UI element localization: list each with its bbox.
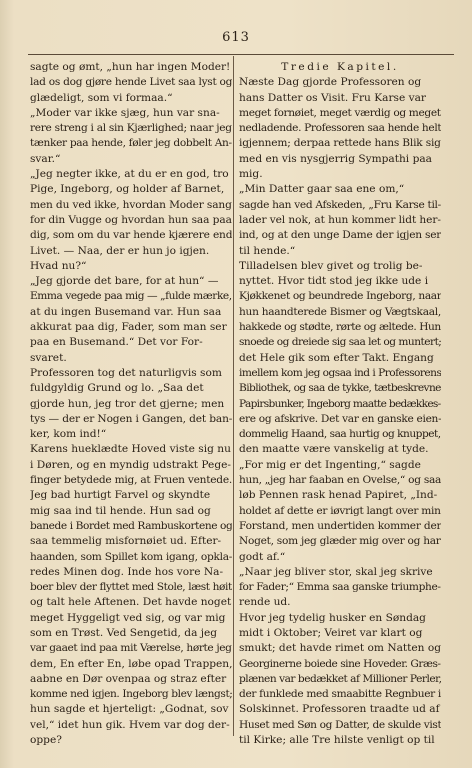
text-line: hun sagde et hjerteligt: „Godnat, sov bbox=[30, 703, 229, 716]
text-line: nedladende. Professoren saa hende helt bbox=[239, 122, 441, 135]
text-line: snoede og dreiede sig saa let og muntert; bbox=[239, 336, 441, 349]
text-line: og talt hele Aftenen. Det havde noget bbox=[30, 596, 232, 609]
text-line: rere streng i al sin Kjærlighed; naar jeg bbox=[30, 122, 232, 135]
text-line: ker, kom ind!“ bbox=[30, 428, 107, 441]
text-line: oppe? bbox=[30, 734, 62, 747]
text-line: komme ned igjen. Ingeborg blev længst; bbox=[30, 688, 232, 701]
text-line: der funklede med smaabitte Regnbuer i bbox=[239, 688, 441, 701]
text-line: Forstand, men undertiden kommer der bbox=[239, 519, 441, 532]
text-line: „Min Datter gaar saa ene om,“ bbox=[239, 183, 405, 196]
text-line: Hvor jeg tydelig husker en Søndag bbox=[239, 611, 426, 624]
text-line: var gaaet ind paa mit Værelse, hørte jeg bbox=[30, 642, 232, 655]
text-line: Solskinnet. Professoren traadte ud af bbox=[239, 703, 440, 716]
text-line: mig saa ind til hende. Hun sad og bbox=[30, 504, 211, 517]
text-line: „Moder var ikke sjæg, hun var sna- bbox=[30, 106, 220, 119]
text-line: sagte og ømt, „hun har ingen Moder! bbox=[30, 61, 231, 73]
text-line: at du ingen Busemand var. Hun saa bbox=[30, 305, 222, 318]
column-divider bbox=[233, 56, 234, 736]
text-line: smukt; det havde rimet om Natten og bbox=[239, 642, 441, 655]
text-line: Papirsbunker, Ingeborg maatte bedækkes- bbox=[239, 397, 441, 410]
text-line: midt i Oktober; Veiret var klart og bbox=[239, 626, 423, 639]
text-line: for Fader;“ Emma saa ganske triumphe- bbox=[239, 581, 441, 594]
text-line: til hende.“ bbox=[239, 244, 296, 257]
text-line: men du ved ikke, hvordan Moder sang bbox=[30, 198, 232, 211]
text-line: Jeg bad hurtigt Farvel og skyndte bbox=[30, 489, 211, 502]
text-line: boer blev der flyttet med Stole, læst høit bbox=[30, 581, 232, 594]
text-line: løb Pennen rask henad Papiret, „Ind- bbox=[239, 489, 438, 502]
text-line: aabne en Dør ovenpaa og straz efter bbox=[30, 672, 227, 685]
text-line: ere og afskrive. Det var en ganske eien- bbox=[239, 412, 441, 425]
text-line: til Kirke; alle Tre hilste venligt op til bbox=[239, 734, 435, 747]
text-line: imellem kom jeg ogsaa ind i Professorens bbox=[239, 366, 441, 379]
text-line: lader vel nok, at hun kommer lidt her- bbox=[239, 213, 441, 226]
text-line: med en vis nysgjerrig Sympathi paa bbox=[239, 152, 432, 165]
text-line: „Jeg gjorde det bare, for at hun“ — bbox=[30, 275, 219, 288]
text-line: mig. bbox=[239, 168, 263, 181]
text-line: igjennem; derpaa rettede hans Blik sig bbox=[239, 137, 441, 150]
text-line: haanden, som Spillet kom igang, opkla- bbox=[30, 550, 232, 563]
text-line: som en Trøst. Ved Sengetid, da jeg bbox=[30, 626, 218, 639]
text-line: saa temmelig misfornøiet ud. Efter- bbox=[30, 535, 222, 548]
text-line: meget fornøiet, meget værdig og meget bbox=[239, 106, 441, 119]
chapter-heading: Tredie Kapitel. bbox=[281, 61, 399, 73]
text-line: dommelig Haand, saa hurtig og knuppet, bbox=[239, 428, 441, 441]
text-line: svaret. bbox=[30, 351, 67, 364]
text-line: holdet af dette er iøvrigt langt over min bbox=[239, 504, 441, 517]
page-number: 613 bbox=[222, 30, 250, 45]
text-line: i Døren, og en myndig udstrakt Pege- bbox=[30, 458, 231, 471]
text-line: godt af.“ bbox=[239, 550, 286, 563]
text-line: Professoren tog det naturligvis som bbox=[30, 366, 222, 379]
text-line: hakkede og stødte, rørte og æltede. Hun bbox=[239, 321, 441, 334]
text-line: redes Minen dog. Inde hos vore Na- bbox=[30, 565, 224, 578]
text-line: meget Hyggeligt ved sig, og var mig bbox=[30, 611, 226, 624]
text-line: paa en Busemand.“ Det vor For- bbox=[30, 336, 203, 349]
text-line: akkurat paa dig, Fader, som man ser bbox=[30, 321, 227, 334]
text-line: svar.“ bbox=[30, 152, 61, 165]
text-line: Georginerne boiede sine Hoveder. Græs- bbox=[239, 657, 441, 670]
text-line: den maatte være vanskelig at tyde. bbox=[239, 443, 429, 456]
text-line: Kjøkkenet og beundrede Ingeborg, naar bbox=[239, 290, 441, 303]
right-column bbox=[239, 60, 441, 748]
text-line: „For mig er det Ingenting,“ sagde bbox=[239, 458, 421, 471]
text-line: lad os dog gjøre hende Livet saa lyst og bbox=[30, 76, 232, 89]
text-line: Pige, Ingeborg, og holder af Barnet, bbox=[30, 183, 225, 196]
text-line: Næste Dag gjorde Professoren og bbox=[239, 76, 422, 89]
text-line: ind, og at den unge Dame der igjen ser bbox=[239, 229, 441, 242]
right-column-lines bbox=[239, 75, 441, 748]
text-line: rende ud. bbox=[239, 596, 291, 609]
text-line: „Jeg negter ikke, at du er en god, tro bbox=[30, 168, 229, 181]
text-line: Huset med Søn og Datter, de skulde vist bbox=[239, 718, 441, 731]
text-line: Karens hueklædte Hoved viste sig nu bbox=[30, 443, 231, 456]
text-line: Hvad nu?“ bbox=[30, 259, 87, 272]
text-line: Livet. — Naa, der er hun jo igjen. bbox=[30, 244, 210, 257]
text-line: sagde han ved Afskeden, „Fru Karse til- bbox=[239, 198, 441, 211]
text-line: finger betydede mig, at Fruen ventede. bbox=[30, 474, 232, 487]
text-line: „Naar jeg bliver stor, skal jeg skrive bbox=[239, 565, 433, 578]
text-line: plænen var bedækket af Millioner Perler, bbox=[239, 672, 441, 685]
text-line: det Hele gik som efter Takt. Engang bbox=[239, 351, 434, 364]
text-line: tys — der er Nogen i Gangen, det ban- bbox=[30, 412, 232, 425]
text-line: hans Datter os Visit. Fru Karse var bbox=[239, 91, 426, 104]
text-line: dig, som om du var hende kjærere end bbox=[30, 229, 232, 242]
text-line: Bibliothek, og saa de tykke, tætbeskrevne bbox=[239, 382, 441, 395]
text-line: dem, En efter En, løbe opad Trappen, bbox=[30, 657, 232, 670]
text-line: Tilladelsen blev givet og trolig be- bbox=[239, 259, 423, 272]
text-line: gjorde hun, jeg tror det gjerne; men bbox=[30, 397, 225, 410]
left-column bbox=[30, 60, 232, 748]
text-line: vel,“ idet hun gik. Hvem var dog der- bbox=[30, 718, 230, 731]
text-line: banede i Bordet med Rambuskortene og bbox=[30, 519, 232, 532]
text-line: for din Vugge og hvordan hun saa paa bbox=[30, 213, 232, 226]
text-line: Noget, som jeg glæder mig over og har bbox=[239, 535, 441, 548]
text-line: fuldgyldig Grund og lo. „Saa det bbox=[30, 382, 204, 395]
text-line: tænker paa hende, føler jeg dobbelt An- bbox=[30, 137, 232, 150]
text-line: Emma vegede paa mig — „fulde mærke, bbox=[30, 290, 232, 303]
text-line: glædeligt, som vi formaa.“ bbox=[30, 91, 173, 104]
text-line: hun haandterede Bismer og Vægtskaal, bbox=[239, 305, 441, 318]
text-line: hun, „jeg har faaban en Ovelse,“ og saa bbox=[239, 474, 441, 487]
header-rule bbox=[28, 54, 454, 55]
text-line: nyttet. Hvor tidt stod jeg ikke ude i bbox=[239, 275, 429, 288]
